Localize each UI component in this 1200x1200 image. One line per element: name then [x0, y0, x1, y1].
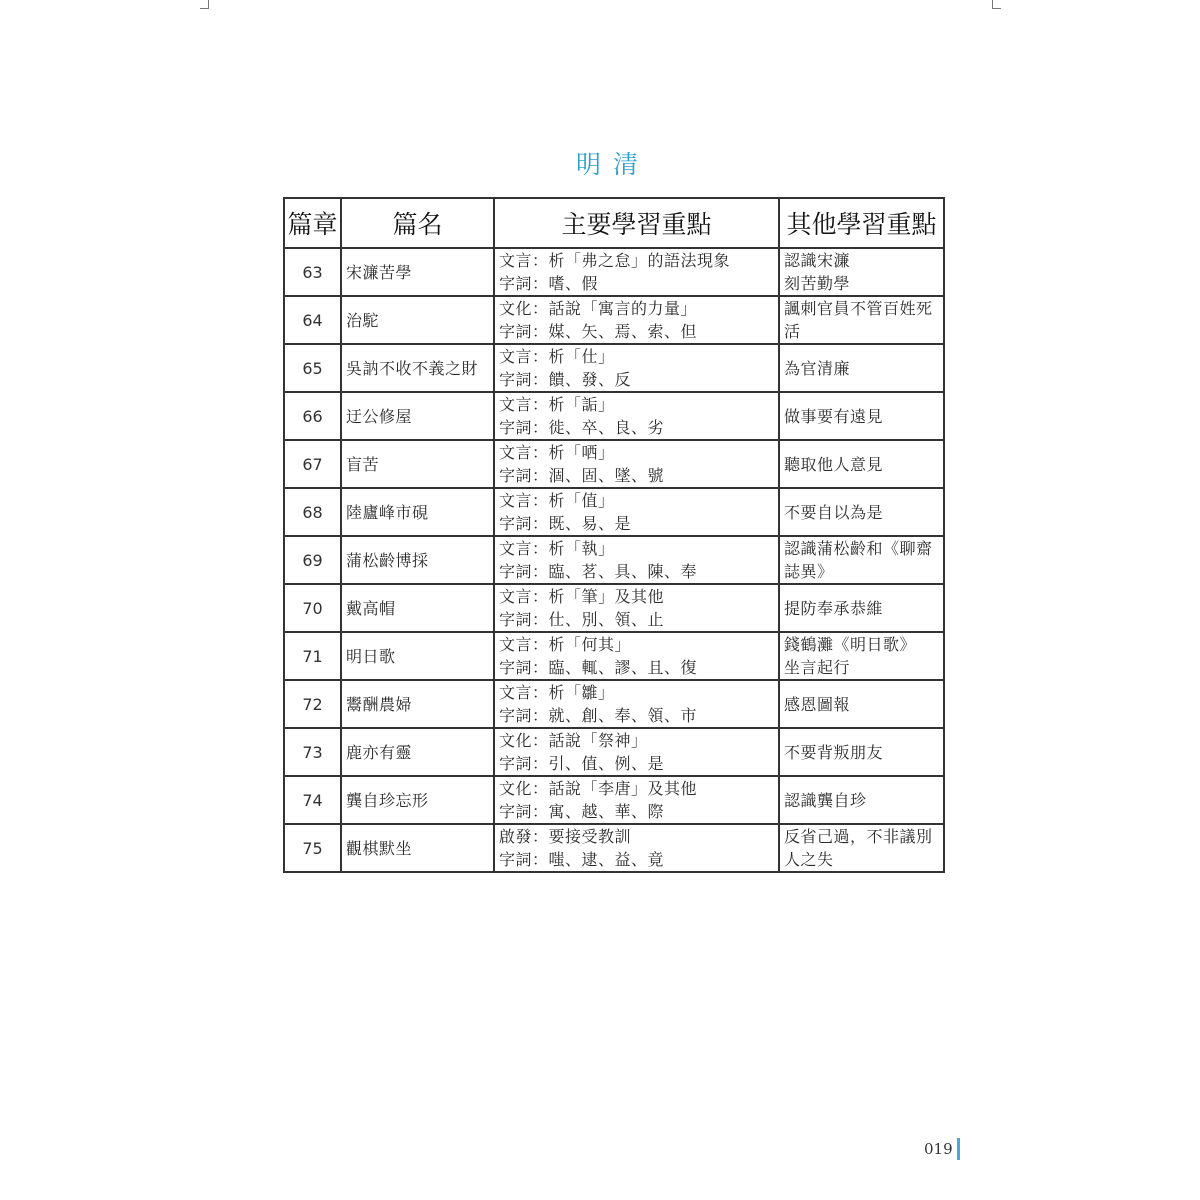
- table-row: [284, 536, 944, 584]
- chapter-number: 73: [284, 728, 341, 776]
- other-point-line: 刻苦勤學: [784, 274, 851, 293]
- other-point-line: 為官清廉: [784, 358, 851, 378]
- main-point-line: 文言：析「哂」: [499, 443, 615, 462]
- main-point-line: 字詞：寓、越、華、際: [499, 802, 665, 821]
- other-points: [779, 680, 944, 728]
- other-point-line: 認識宋濂: [784, 251, 851, 270]
- table-row: [284, 392, 944, 440]
- lesson-title: 鹿亦有靈: [341, 728, 494, 776]
- header-chapter: 篇章: [284, 198, 341, 248]
- main-point-line: 文言：析「雛」: [499, 683, 615, 702]
- lesson-title: 龔自珍忘形: [341, 776, 494, 824]
- main-point-line: 文言：析「筆」及其他: [499, 587, 665, 606]
- header-main-points: 主要學習重點: [494, 198, 779, 248]
- other-points: [779, 632, 944, 680]
- chapter-number: 71: [284, 632, 341, 680]
- other-points: [779, 824, 944, 872]
- main-points: [494, 488, 779, 536]
- main-point-line: 文言：析「執」: [499, 539, 615, 558]
- main-point-line: 文言：析「弗之怠」的語法現象: [499, 251, 731, 270]
- table-row: [284, 344, 944, 392]
- main-point-line: 文化：話說「祭神」: [499, 731, 648, 750]
- main-point-line: 文言：析「詬」: [499, 395, 615, 414]
- lesson-title: 治駝: [341, 296, 494, 344]
- main-point-line: 字詞：既、易、是: [499, 514, 632, 533]
- other-point-line: 認識龔自珍: [784, 790, 867, 810]
- lesson-title: 迂公修屋: [341, 392, 494, 440]
- chapter-number: 65: [284, 344, 341, 392]
- crop-mark-left: [200, 0, 209, 9]
- main-point-line: 字詞：臨、茗、具、陳、奉: [499, 562, 698, 581]
- other-point-line: 感恩圖報: [784, 694, 851, 714]
- table-row: [284, 632, 944, 680]
- main-points: [494, 584, 779, 632]
- chapter-number: 67: [284, 440, 341, 488]
- other-points: [779, 440, 944, 488]
- main-points: [494, 296, 779, 344]
- main-point-line: 文言：析「值」: [499, 491, 615, 510]
- main-point-line: 字詞：徙、卒、良、劣: [499, 418, 665, 437]
- other-point-line: 做事要有遠見: [784, 406, 884, 426]
- page-number: 019: [924, 1140, 953, 1158]
- lesson-table: [283, 197, 945, 873]
- chapter-number: 69: [284, 536, 341, 584]
- main-point-line: 字詞：媒、矢、焉、索、但: [499, 322, 698, 341]
- other-point-line: 反省己過，不非議別人之失: [784, 827, 933, 869]
- main-points: [494, 680, 779, 728]
- main-points: [494, 536, 779, 584]
- chapter-number: 74: [284, 776, 341, 824]
- table-row: [284, 584, 944, 632]
- crop-mark-right: [992, 0, 1001, 9]
- other-point-line: 提防奉承恭維: [784, 598, 884, 618]
- main-point-line: 字詞：饋、發、反: [499, 370, 632, 389]
- other-points: [779, 248, 944, 296]
- other-point-line: 聽取他人意見: [784, 454, 884, 474]
- chapter-number: 63: [284, 248, 341, 296]
- lesson-title: 宋濂苦學: [341, 248, 494, 296]
- chapter-number: 70: [284, 584, 341, 632]
- lesson-title: 鬻酬農婦: [341, 680, 494, 728]
- main-point-line: 文化：話說「李唐」及其他: [499, 779, 698, 798]
- other-point-line: 不要自以為是: [784, 502, 884, 522]
- page-number-bar: [957, 1138, 960, 1160]
- table-row: [284, 440, 944, 488]
- section-title: 明清: [575, 150, 650, 179]
- main-points: [494, 392, 779, 440]
- table-row: [284, 488, 944, 536]
- table-row: [284, 248, 944, 296]
- lesson-title: 明日歌: [341, 632, 494, 680]
- table-row: [284, 680, 944, 728]
- table-row: [284, 776, 944, 824]
- main-points: [494, 728, 779, 776]
- main-points: [494, 776, 779, 824]
- header-title: 篇名: [341, 198, 494, 248]
- table-header-row: [284, 198, 944, 248]
- lesson-title: 觀棋默坐: [341, 824, 494, 872]
- other-point-line: 坐言起行: [784, 658, 851, 677]
- lesson-title: 蒲松齡博採: [341, 536, 494, 584]
- other-point-line: 不要背叛朋友: [784, 742, 884, 762]
- main-point-line: 字詞：臨、輒、謬、且、復: [499, 658, 698, 677]
- main-point-line: 字詞：嗤、逮、益、竟: [499, 850, 665, 869]
- other-point-line: 諷刺官員不管百姓死活: [784, 299, 933, 341]
- other-points: [779, 344, 944, 392]
- main-point-line: 字詞：嗜、假: [499, 274, 599, 293]
- main-points: [494, 632, 779, 680]
- other-points: [779, 296, 944, 344]
- chapter-number: 75: [284, 824, 341, 872]
- main-point-line: 文化：話說「寓言的力量」: [499, 299, 698, 318]
- main-points: [494, 824, 779, 872]
- header-other-points: 其他學習重點: [779, 198, 944, 248]
- other-point-line: 錢鶴灘《明日歌》: [784, 635, 917, 654]
- table-row: [284, 824, 944, 872]
- other-point-line: 認識蒲松齡和《聊齋誌異》: [784, 539, 933, 581]
- main-point-line: 啟發：要接受教訓: [499, 827, 632, 846]
- main-point-line: 文言：析「仕」: [499, 347, 615, 366]
- other-points: [779, 536, 944, 584]
- other-points: [779, 488, 944, 536]
- table-row: [284, 296, 944, 344]
- other-points: [779, 392, 944, 440]
- main-points: [494, 344, 779, 392]
- chapter-number: 66: [284, 392, 341, 440]
- table-body: [284, 248, 944, 872]
- lesson-title: 吳訥不收不義之財: [341, 344, 494, 392]
- chapter-number: 64: [284, 296, 341, 344]
- other-points: [779, 584, 944, 632]
- other-points: [779, 728, 944, 776]
- main-point-line: 字詞：仕、別、領、止: [499, 610, 665, 629]
- chapter-number: 68: [284, 488, 341, 536]
- main-point-line: 文言：析「何其」: [499, 635, 632, 654]
- table-row: [284, 728, 944, 776]
- lesson-title: 盲苦: [341, 440, 494, 488]
- main-point-line: 字詞：就、創、奉、領、市: [499, 706, 698, 725]
- chapter-number: 72: [284, 680, 341, 728]
- main-point-line: 字詞：引、值、例、是: [499, 754, 665, 773]
- main-point-line: 字詞：涸、固、墜、號: [499, 466, 665, 485]
- main-points: [494, 440, 779, 488]
- lesson-title: 戴高帽: [341, 584, 494, 632]
- other-points: [779, 776, 944, 824]
- lesson-title: 陸廬峰市硯: [341, 488, 494, 536]
- main-points: [494, 248, 779, 296]
